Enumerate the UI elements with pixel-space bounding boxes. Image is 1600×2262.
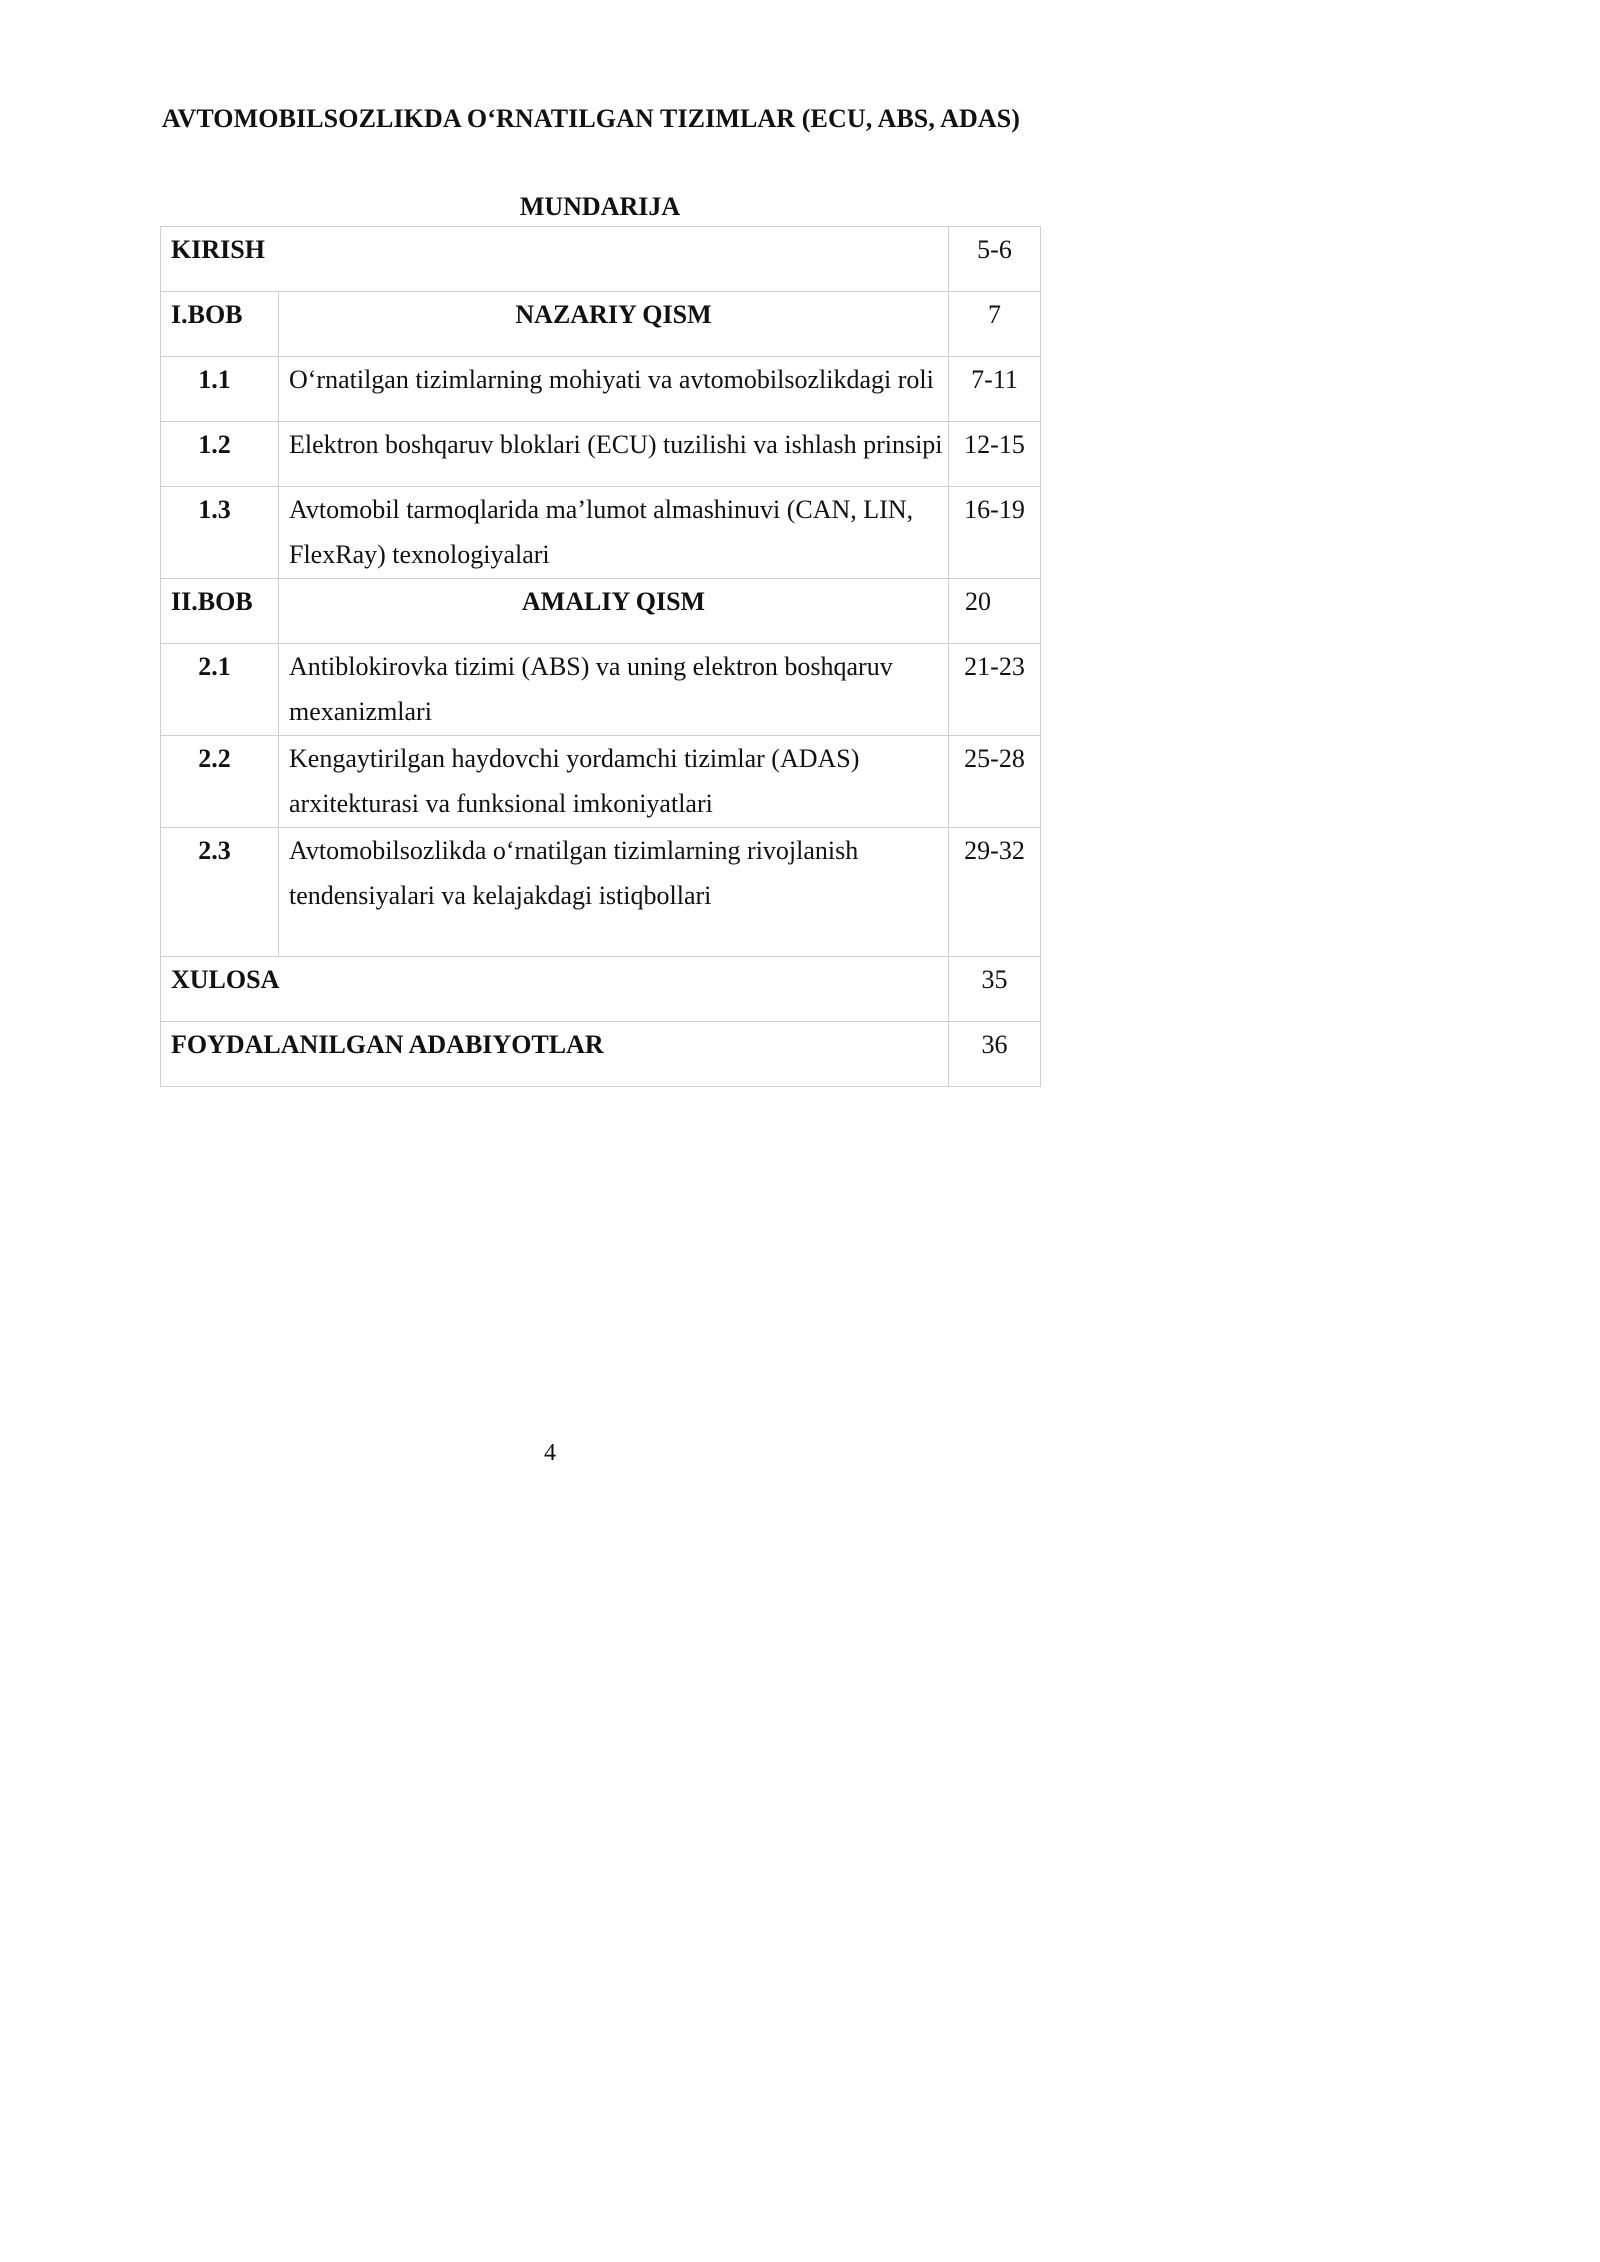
toc-section-2-2-title: Kengaytirilgan haydovchi yordamchi tizimlar (ADAS) arxitekturasi va funksional imkoniyatlari [279,736,949,828]
toc-intro-pages: 5-6 [949,227,1041,292]
toc-intro-label: KIRISH [161,227,949,292]
toc-chapter-1-title: NAZARIY QISM [279,292,949,357]
toc-section-1-3-title: Avtomobil tarmoqlarida ma’lumot almashinuvi (CAN, LIN, FlexRay) texnologiyalari [279,487,949,579]
toc-section-2-1-number: 2.1 [161,644,279,736]
toc-row-section-2-3 [161,828,1041,957]
table-of-contents [160,226,1041,1087]
toc-section-2-2-pages: 25-28 [949,736,1041,828]
toc-row-section-1-3 [161,487,1041,579]
toc-row-section-1-1 [161,357,1041,422]
toc-chapter-2-label: II.BOB [161,579,279,644]
toc-section-1-3-number: 1.3 [161,487,279,579]
document-title: AVTOMOBILSOZLIKDA O‘RNATILGAN TIZIMLAR (ECU, ABS, ADAS) [161,104,1021,133]
toc-row-section-2-2 [161,736,1041,828]
toc-chapter-1-label: I.BOB [161,292,279,357]
toc-section-1-2-pages: 12-15 [949,422,1041,487]
toc-chapter-1-pages: 7 [949,292,1041,357]
toc-chapter-2-title: AMALIY QISM [279,579,949,644]
toc-section-1-1-number: 1.1 [161,357,279,422]
toc-section-1-3-pages: 16-19 [949,487,1041,579]
toc-section-2-3-number: 2.3 [161,828,279,957]
toc-section-2-2-number: 2.2 [161,736,279,828]
toc-references-label: FOYDALANILGAN ADABIYOTLAR [161,1022,949,1087]
toc-chapter-2-pages: 20 [949,579,1041,644]
toc-row-chapter-1 [161,292,1041,357]
toc-row-conclusion [161,957,1041,1022]
toc-row-section-1-2 [161,422,1041,487]
toc-section-2-3-pages: 29-32 [949,828,1041,957]
toc-row-intro [161,227,1041,292]
toc-row-chapter-2 [161,579,1041,644]
toc-section-1-1-title: O‘rnatilgan tizimlarning mohiyati va avtomobilsozlikdagi roli [279,357,949,422]
toc-references-pages: 36 [949,1022,1041,1087]
toc-conclusion-pages: 35 [949,957,1041,1022]
toc-heading: MUNDARIJA [519,192,681,221]
toc-section-1-2-title: Elektron boshqaruv bloklari (ECU) tuzilishi va ishlash prinsipi [279,422,949,487]
page-number: 4 [544,1440,556,1466]
toc-section-2-1-title: Antiblokirovka tizimi (ABS) va uning elektron boshqaruv mexanizmlari [279,644,949,736]
toc-section-1-2-number: 1.2 [161,422,279,487]
toc-section-2-1-pages: 21-23 [949,644,1041,736]
toc-section-2-3-title: Avtomobilsozlikda o‘rnatilgan tizimlarning rivojlanish tendensiyalari va kelajakdagi istiqbollari [279,828,949,957]
toc-conclusion-label: XULOSA [161,957,949,1022]
toc-section-1-1-pages: 7-11 [949,357,1041,422]
toc-row-section-2-1 [161,644,1041,736]
toc-row-references [161,1022,1041,1087]
